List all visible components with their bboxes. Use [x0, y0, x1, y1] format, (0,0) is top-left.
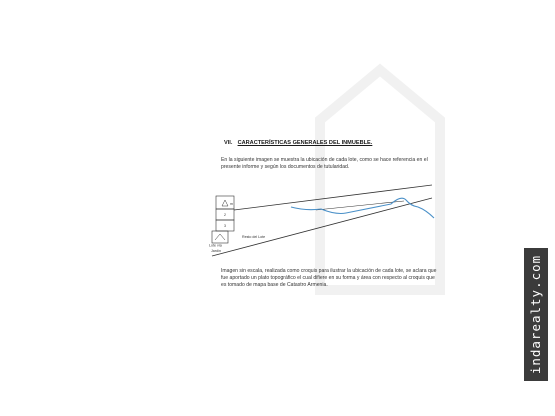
river-line	[291, 198, 434, 218]
lot-box-4	[212, 231, 228, 243]
rest-of-lot-label: Resto del Lote	[242, 235, 266, 239]
lower-boundary-line	[212, 198, 432, 256]
section-heading	[224, 140, 372, 146]
intro-paragraph: En la siguiente imagen se muestra la ubicación de cada lote, como se hace referencia en el presente informe y según los documentos de tutularidad.	[221, 157, 428, 170]
lot-box-4-icon	[215, 234, 225, 240]
warning-triangle-icon	[222, 200, 228, 206]
watermark-banner	[524, 248, 548, 381]
jardin-label: Jardín	[211, 249, 221, 253]
upper-boundary-line	[234, 185, 432, 210]
lot-box-2-label: 2	[224, 213, 226, 217]
section-title: CARACTERÍSTICAS GENERALES DEL INMUEBLE.	[237, 140, 373, 146]
lot-via-label: Lote vía	[209, 243, 222, 248]
lot-box-3-label: 3	[224, 224, 226, 228]
description-paragraph: Imagen sin escala, realizada como croquis para ilustrar la ubicación de cada lote, se aclara que fue aportado un plato topográfico el cual difiere en su forma y área con respecto al croquis que es tomado de mapa base de Catastro Armenia.	[221, 268, 437, 288]
watermark-text: indarealty.com	[528, 254, 544, 375]
section-number: VII.	[224, 140, 233, 146]
lot-location-sketch	[196, 180, 442, 260]
lot-box-1-label: m	[230, 202, 233, 206]
